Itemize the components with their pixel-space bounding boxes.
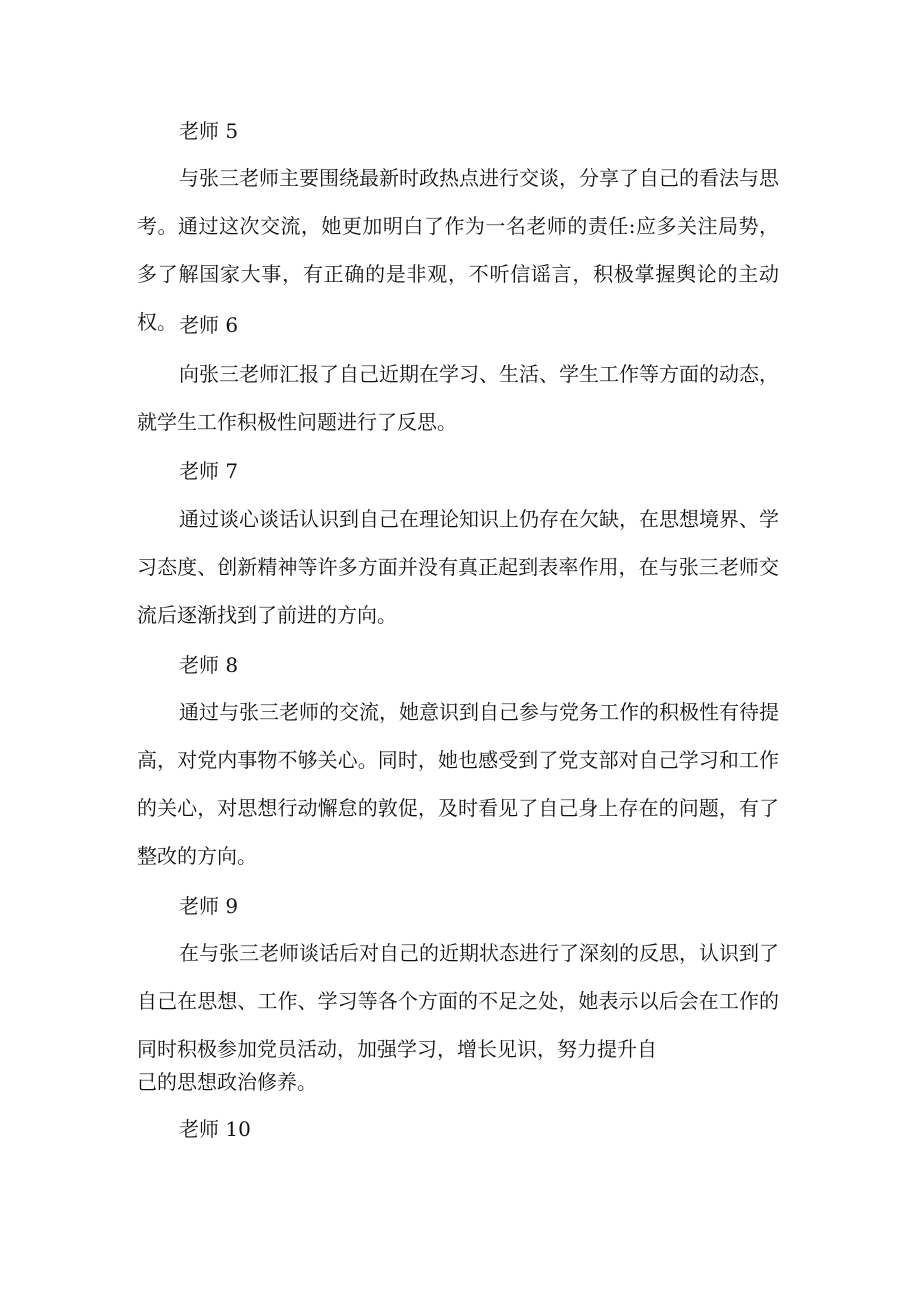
section-heading-8: 老师 8 [179,653,239,677]
section-heading-10: 老师 10 [179,1117,251,1141]
section-heading-7: 老师 7 [179,459,239,483]
section-heading-9: 老师 9 [179,894,239,918]
paragraph-text: 通过与张三老师的交流，她意识到自己参与党务工作的积极性有待提高，对党内事物不够关心。同时，她也感受到了党支部对自己学习和工作的关心，对思想行动懈怠的敦促，及时看见了自己身上存在的问题，有了整改的方向。 [137,700,779,868]
paragraph-text: 与张三老师主要围绕最新时政热点进行交谈，分享了自己的看法与思考。通过这次交流，她更加明白了作为一名老师的责任:应多关注局势，多了解国家大事，有正确的是非观，不听信谣言，积极掌握舆论的主动权。 [137,166,779,334]
paragraph-text: 通过谈心谈话认识到自己在理论知识上仍存在欠缺，在思想境界、学习态度、创新精神等许多方面并没有真正起到表率作用，在与张三老师交流后逐渐找到了前进的方向。 [137,507,779,627]
section-paragraph-9 [137,929,779,1099]
section-heading-6: 老师 6 [179,313,239,337]
section-paragraph-8 [137,688,779,880]
paragraph-tail-text: 己的思想政治修养。 [137,1070,317,1094]
section-heading-5: 老师 5 [179,119,239,143]
paragraph-text: 在与张三老师谈话后对自己的近期状态进行了深刻的反思，认识到了自己在思想、工作、学习等各个方面的不足之处，她表示以后会在工作的同时积极参加党员活动，加强学习，增长见识，努力提升自 [137,941,779,1061]
section-paragraph-6 [137,350,779,446]
section-paragraph-7 [137,495,779,639]
paragraph-text: 向张三老师汇报了自己近期在学习、生活、学生工作等方面的动态，就学生工作积极性问题进行了反思。 [137,362,779,434]
